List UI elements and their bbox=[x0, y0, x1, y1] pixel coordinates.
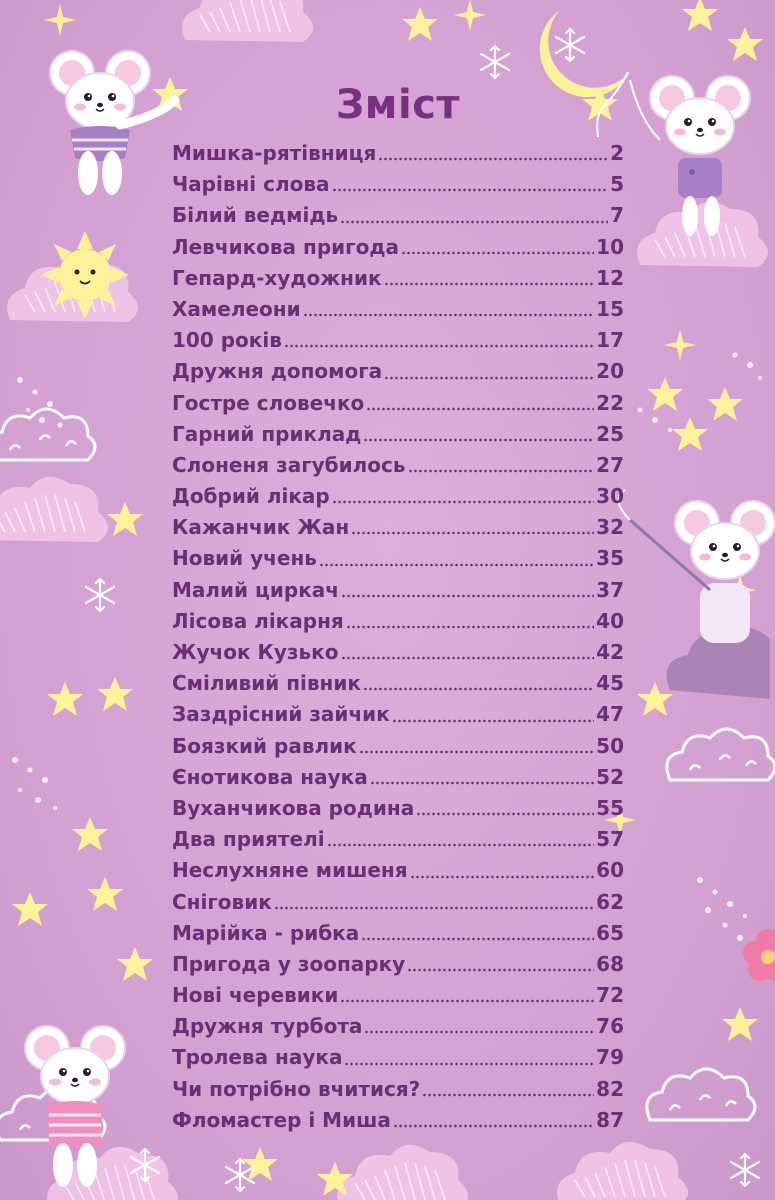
toc-entry-title: Мишка-рятівниця bbox=[172, 141, 377, 165]
toc-entry-title: Боязкий равлик bbox=[172, 733, 357, 758]
toc-entry-title: Дружня турбота bbox=[172, 1014, 363, 1039]
toc-entry[interactable] bbox=[172, 606, 624, 637]
dot-leader bbox=[346, 625, 594, 629]
toc-entry[interactable] bbox=[172, 450, 624, 481]
dot-leader bbox=[274, 906, 594, 910]
toc-entry-title: Слоненя загубилось bbox=[172, 452, 406, 477]
toc-entry-title: Фломастер і Миша bbox=[172, 1107, 391, 1132]
toc-entry[interactable] bbox=[172, 388, 624, 419]
toc-entry[interactable] bbox=[172, 1105, 624, 1136]
dot-leader bbox=[332, 500, 594, 504]
toc-entry[interactable] bbox=[172, 575, 624, 606]
toc-entry-title: Два приятелі bbox=[172, 827, 325, 852]
toc-entry[interactable] bbox=[172, 824, 624, 855]
toc-entry-page: 17 bbox=[596, 328, 624, 353]
dot-leader bbox=[340, 999, 594, 1003]
toc-entry-title: Білий ведмідь bbox=[172, 203, 339, 228]
toc-entry[interactable] bbox=[172, 731, 624, 762]
toc-entry-page: 87 bbox=[596, 1107, 624, 1132]
toc-entry[interactable] bbox=[172, 949, 624, 980]
toc-entry-page: 45 bbox=[596, 671, 624, 696]
toc-entry-page: 55 bbox=[596, 795, 624, 820]
toc-entry[interactable] bbox=[172, 699, 624, 730]
toc-entry-page: 50 bbox=[596, 733, 624, 758]
toc-entry-title: Гарний приклад bbox=[172, 421, 362, 446]
toc-entry-page: 57 bbox=[596, 827, 624, 852]
toc-entry[interactable] bbox=[172, 543, 624, 574]
dot-leader bbox=[408, 469, 595, 473]
toc-entry-title: Новий учень bbox=[172, 546, 317, 571]
toc-entry[interactable] bbox=[172, 980, 624, 1011]
toc-entry-title: Жучок Кузько bbox=[172, 640, 339, 664]
contents-list bbox=[172, 138, 624, 1136]
toc-entry[interactable] bbox=[172, 294, 624, 325]
toc-entry-title: Гепард-художник bbox=[172, 265, 382, 290]
toc-entry-title: Дружня допомога bbox=[172, 359, 383, 384]
dot-leader bbox=[422, 1093, 594, 1097]
table-of-contents bbox=[172, 80, 624, 1136]
toc-entry-page: 65 bbox=[596, 920, 624, 945]
dot-leader bbox=[392, 719, 594, 723]
dot-leader bbox=[378, 157, 608, 161]
dot-leader bbox=[351, 531, 594, 535]
toc-entry[interactable] bbox=[172, 918, 624, 949]
toc-entry[interactable] bbox=[172, 637, 624, 668]
toc-entry-page: 82 bbox=[596, 1076, 624, 1101]
toc-entry[interactable] bbox=[172, 263, 624, 294]
toc-entry-page: 10 bbox=[596, 234, 624, 259]
toc-entry[interactable] bbox=[172, 200, 624, 231]
toc-entry[interactable] bbox=[172, 356, 624, 387]
toc-entry[interactable] bbox=[172, 325, 624, 356]
toc-entry[interactable] bbox=[172, 1042, 624, 1073]
dot-leader bbox=[284, 344, 594, 348]
toc-entry-page: 40 bbox=[596, 608, 624, 633]
toc-entry-title: Заздрісний зайчик bbox=[172, 702, 390, 727]
toc-entry-title: Марійка - рибка bbox=[172, 920, 360, 945]
dot-leader bbox=[341, 594, 594, 598]
toc-entry[interactable] bbox=[172, 1011, 624, 1042]
toc-entry-title: Єнотикова наука bbox=[172, 764, 368, 789]
dot-leader bbox=[363, 438, 594, 442]
dot-leader bbox=[327, 843, 595, 847]
toc-entry-title: Гостре словечко bbox=[172, 390, 365, 415]
dot-leader bbox=[384, 376, 594, 380]
toc-entry-title: Малий циркач bbox=[172, 577, 339, 602]
dot-leader bbox=[319, 563, 594, 567]
toc-entry-page: 27 bbox=[596, 452, 624, 477]
toc-entry-page: 60 bbox=[596, 858, 624, 883]
dot-leader bbox=[416, 812, 594, 816]
toc-entry-page: 2 bbox=[610, 141, 624, 165]
dot-leader bbox=[361, 937, 594, 941]
dot-leader bbox=[370, 781, 594, 785]
toc-entry-title: Чи потрібно вчитися? bbox=[172, 1076, 421, 1101]
toc-entry-page: 25 bbox=[596, 421, 624, 446]
toc-entry[interactable] bbox=[172, 855, 624, 886]
toc-entry[interactable] bbox=[172, 419, 624, 450]
toc-entry-page: 15 bbox=[596, 296, 624, 321]
toc-entry-page: 30 bbox=[596, 484, 624, 509]
toc-entry[interactable] bbox=[172, 762, 624, 793]
toc-entry-title: Неслухняне мишеня bbox=[172, 858, 408, 883]
toc-entry[interactable] bbox=[172, 1074, 624, 1105]
toc-entry-title: Пригода у зоопарку bbox=[172, 951, 406, 976]
toc-entry-page: 72 bbox=[596, 983, 624, 1008]
toc-entry-title: 100 років bbox=[172, 328, 282, 353]
toc-entry-page: 76 bbox=[596, 1014, 624, 1039]
toc-entry-page: 68 bbox=[596, 951, 624, 976]
toc-entry-page: 22 bbox=[596, 390, 624, 415]
dot-leader bbox=[363, 687, 594, 691]
dot-leader bbox=[393, 1124, 594, 1128]
toc-entry-page: 52 bbox=[596, 764, 624, 789]
dot-leader bbox=[410, 875, 595, 879]
dot-leader bbox=[332, 188, 609, 192]
toc-entry-title: Сміливий півник bbox=[172, 671, 361, 696]
dot-leader bbox=[303, 313, 595, 317]
toc-entry-title: Нові черевики bbox=[172, 983, 339, 1008]
toc-entry-page: 37 bbox=[596, 577, 624, 602]
toc-entry[interactable] bbox=[172, 169, 624, 200]
toc-entry-page: 35 bbox=[596, 546, 624, 571]
toc-entry-title: Добрий лікар bbox=[172, 484, 330, 509]
dot-leader bbox=[366, 407, 594, 411]
dot-leader bbox=[401, 251, 594, 255]
toc-entry-title: Тролева наука bbox=[172, 1045, 343, 1070]
toc-entry[interactable] bbox=[172, 481, 624, 512]
dot-leader bbox=[407, 968, 594, 972]
toc-entry-title: Кажанчик Жан bbox=[172, 515, 350, 540]
toc-entry-page: 20 bbox=[596, 359, 624, 384]
dot-leader bbox=[341, 656, 595, 660]
toc-entry[interactable] bbox=[172, 668, 624, 699]
dot-leader bbox=[340, 220, 608, 224]
toc-entry-page: 12 bbox=[596, 265, 624, 290]
toc-entry-title: Сніговик bbox=[172, 889, 272, 914]
dot-leader bbox=[359, 750, 594, 754]
contents-title: Зміст bbox=[335, 82, 461, 128]
toc-entry-page: 32 bbox=[596, 515, 624, 540]
dot-leader bbox=[344, 1062, 594, 1066]
toc-entry[interactable] bbox=[172, 232, 624, 263]
toc-entry-title: Вуханчикова родина bbox=[172, 795, 415, 820]
toc-entry[interactable] bbox=[172, 138, 624, 169]
toc-entry-page: 5 bbox=[610, 172, 624, 197]
toc-entry[interactable] bbox=[172, 512, 624, 543]
toc-entry-title: Чарівні слова bbox=[172, 172, 330, 197]
toc-entry-title: Хамелеони bbox=[172, 296, 301, 321]
toc-entry-title: Лісова лікарня bbox=[172, 608, 344, 633]
toc-entry-title: Левчикова пригода bbox=[172, 234, 399, 259]
toc-entry-page: 42 bbox=[596, 640, 624, 664]
toc-entry[interactable] bbox=[172, 793, 624, 824]
toc-entry-page: 79 bbox=[596, 1045, 624, 1070]
toc-entry-page: 62 bbox=[596, 889, 624, 914]
dot-leader bbox=[364, 1030, 594, 1034]
toc-entry-page: 7 bbox=[610, 203, 624, 228]
dot-leader bbox=[384, 282, 595, 286]
toc-entry[interactable] bbox=[172, 887, 624, 918]
toc-entry-page: 47 bbox=[596, 702, 624, 727]
